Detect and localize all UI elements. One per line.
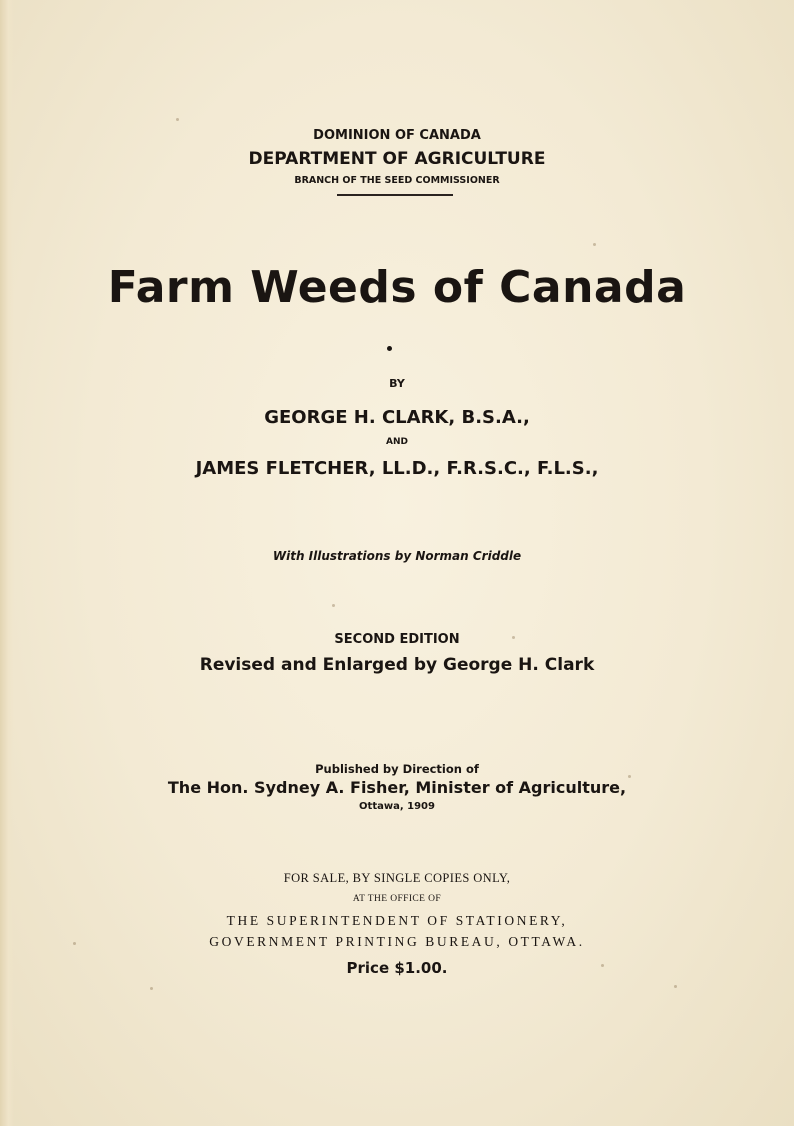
paper-speck [674, 985, 677, 988]
paper-speck [628, 775, 631, 778]
illustrations-credit: With Illustrations by Norman Criddle [272, 549, 522, 563]
ornament-dot [387, 346, 392, 351]
published-by: Published by Direction of [315, 762, 479, 776]
paper-speck [593, 243, 596, 246]
edition-label: SECOND EDITION [334, 632, 460, 647]
paper-speck [73, 942, 76, 945]
and-label: AND [386, 437, 408, 447]
author-fletcher: JAMES FLETCHER, LL.D., F.R.S.C., F.L.S., [195, 458, 599, 479]
paper-speck [512, 636, 515, 639]
sale-line-4: GOVERNMENT PRINTING BUREAU, OTTAWA. [209, 934, 585, 949]
sale-line-1: FOR SALE, BY SINGLE COPIES ONLY, [283, 871, 511, 885]
paper-speck [601, 964, 604, 967]
sale-line-3: THE SUPERINTENDENT OF STATIONERY, [226, 913, 568, 928]
paper-speck [332, 604, 335, 607]
author-clark: GEORGE H. CLARK, B.S.A., [264, 407, 530, 428]
book-title: Farm Weeds of Canada [107, 262, 687, 313]
minister-line: The Hon. Sydney A. Fisher, Minister of Agriculture, [167, 778, 627, 797]
revised-by: Revised and Enlarged by George H. Clark [199, 655, 595, 675]
by-label: BY [389, 377, 405, 390]
sale-line-2: AT THE OFFICE OF [352, 894, 442, 904]
header-rule [337, 194, 453, 196]
branch-heading: BRANCH OF THE SEED COMMISSIONER [294, 175, 500, 186]
department-heading: DEPARTMENT OF AGRICULTURE [248, 149, 546, 169]
place-year: Ottawa, 1909 [359, 801, 435, 812]
paper-speck [176, 118, 179, 121]
price: Price $1.00. [346, 959, 448, 977]
dominion-heading: DOMINION OF CANADA [313, 128, 481, 143]
paper-speck [150, 987, 153, 990]
